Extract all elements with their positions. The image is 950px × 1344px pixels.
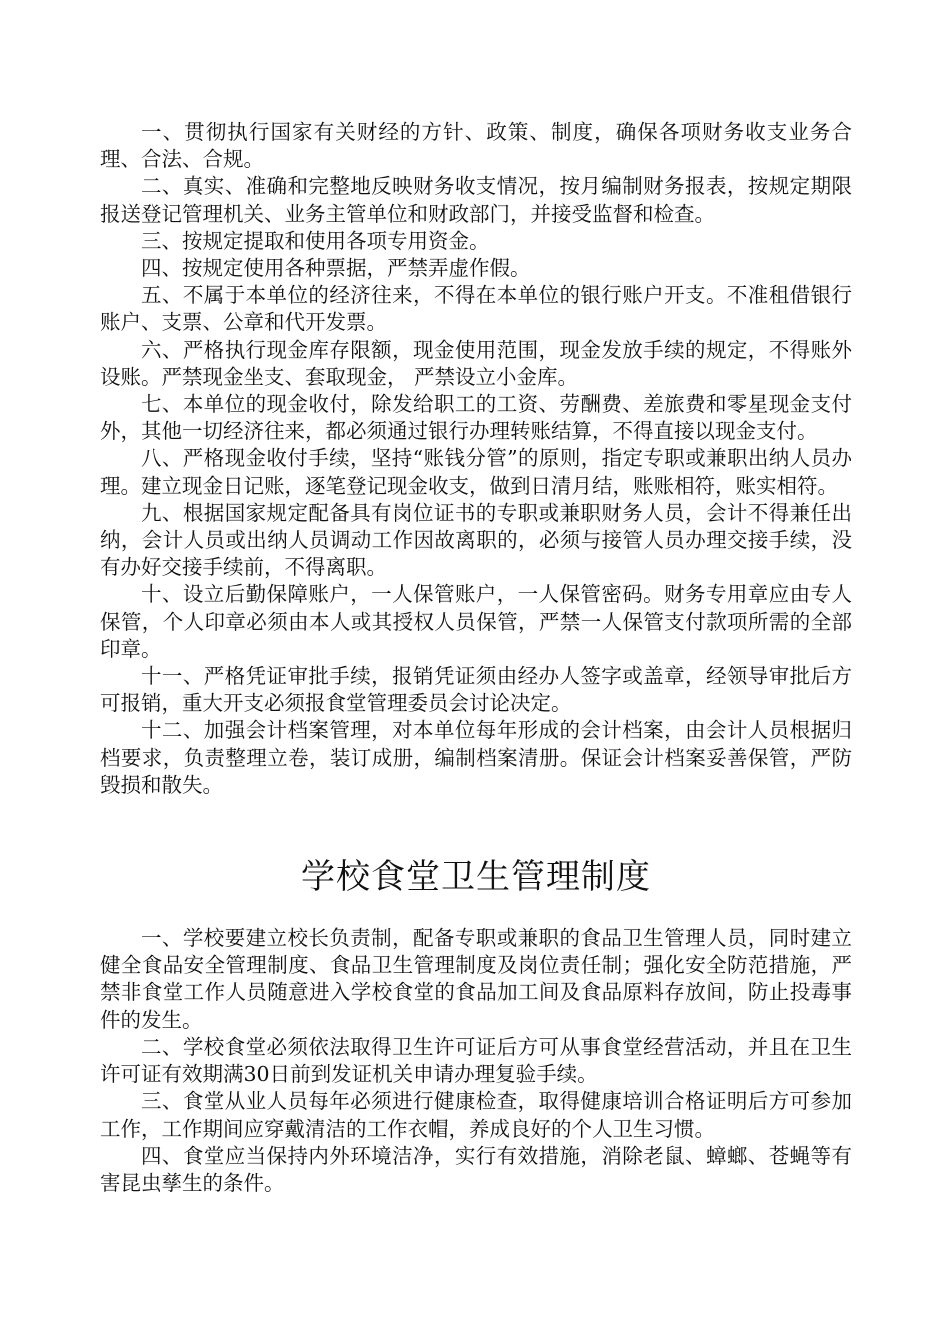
rule-paragraph: 三、按规定提取和使用各项专用资金。 — [141, 228, 490, 253]
rule-paragraph: 九、根据国家规定配备具有岗位证书的专职或兼职财务人员，会计不得兼任出纳，会计人员或出纳人员调动工作因故离职的，必须与接管人员办理交接手续，没有办好交接手续前，不得离职。 — [100, 500, 852, 580]
section-title: 学校食堂卫生管理制度 — [301, 857, 651, 898]
rule-paragraph: 十、设立后勤保障账户，一人保管账户，一人保管密码。财务专用章应由专人保管，个人印章必须由本人或其授权人员保管，严禁一人保管支付款项所需的全部印章。 — [100, 582, 852, 661]
rule-paragraph: 八、严格现金收付手续，坚持“账钱分管”的原则，指定专职或兼职出纳人员办理。建立现金日记账，逐笔登记现金收支，做到日清月结，账账相符，账实相符。 — [100, 446, 852, 498]
rule-paragraph: 四、食堂应当保持内外环境洁净，实行有效措施，消除老鼠、蟑螂、苍蝇等有害昆虫孳生的条件。 — [100, 1143, 852, 1195]
rule-paragraph: 三、食堂从业人员每年必须进行健康检查，取得健康培训合格证明后方可参加工作，工作期间应穿戴清洁的工作衣帽，养成良好的个人卫生习惯。 — [100, 1089, 852, 1141]
finance-rules-section — [100, 119, 852, 799]
rule-paragraph: 七、本单位的现金收付，除发给职工的工资、劳酬费、差旅费和零星现金支付外，其他一切经济往来，都必须通过银行办理转账结算，不得直接以现金支付。 — [100, 392, 852, 444]
rule-paragraph: 一、贯彻执行国家有关财经的方针、政策、制度，确保各项财务收支业务合理、合法、合规。 — [100, 120, 852, 172]
rule-paragraph: 十一、严格凭证审批手续，报销凭证须由经办人签字或盖章，经领导审批后方可报销，重大开支必须报食堂管理委员会讨论决定。 — [100, 664, 852, 716]
rule-paragraph: 六、严格执行现金库存限额，现金使用范围，现金发放手续的规定，不得账外设账。严禁现金坐支、套取现金， 严禁设立小金库。 — [100, 337, 852, 389]
rule-paragraph: 五、不属于本单位的经济往来，不得在本单位的银行账户开支。不准租借银行账户、支票、公章和代开发票。 — [100, 283, 852, 335]
document-page — [100, 119, 852, 1197]
rule-paragraph: 一、学校要建立校长负责制，配备专职或兼职的食品卫生管理人员，同时建立健全食品安全管理制度、食品卫生管理制度及岗位责任制；强化安全防范措施，严禁非食堂工作人员随意进入学校食堂的食品加工间及食品原料存放间，防止投毒事件的发生。 — [100, 926, 852, 1032]
rule-paragraph: 二、学校食堂必须依法取得卫生许可证后方可从事食堂经营活动，并且在卫生许可证有效期满30日前到发证机关申请办理复验手续。 — [100, 1034, 852, 1087]
hygiene-rules-section — [100, 925, 852, 1197]
rule-paragraph: 十二、加强会计档案管理，对本单位每年形成的会计档案，由会计人员根据归档要求，负责整理立卷，装订成册，编制档案清册。保证会计档案妥善保管，严防毁损和散失。 — [100, 718, 852, 797]
rule-paragraph: 二、真实、准确和完整地反映财务收支情况，按月编制财务报表，按规定期限报送登记管理机关、业务主管单位和财政部门，并接受监督和检查。 — [100, 174, 852, 226]
rule-paragraph: 四、按规定使用各种票据，严禁弄虚作假。 — [141, 256, 531, 281]
